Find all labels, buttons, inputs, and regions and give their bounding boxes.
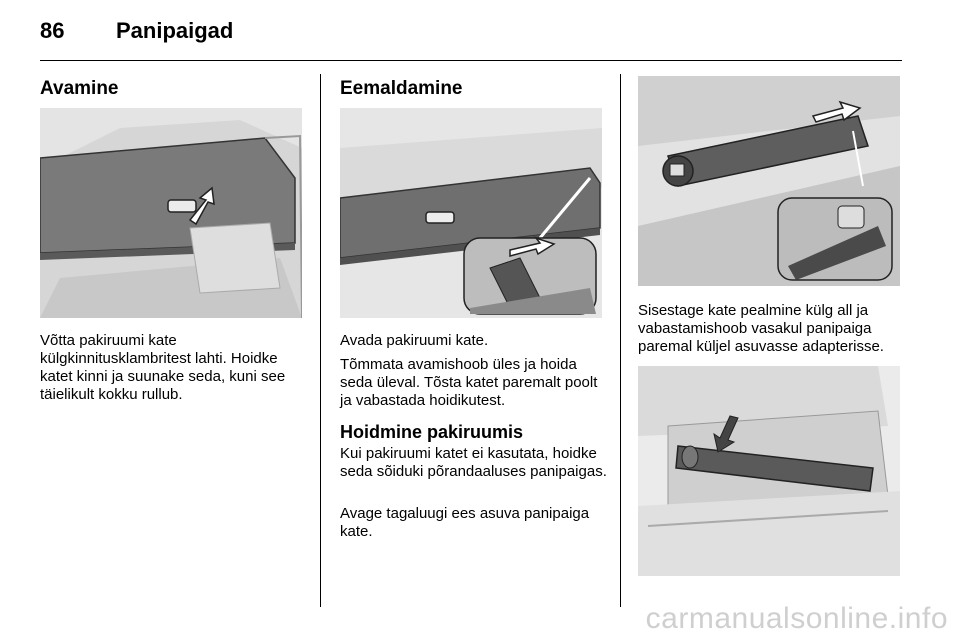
paragraph-opening: Võtta pakiruumi kate külgkinnitusklambritest lahti. Hoidke katet kinni ja suunake seda, kuni see täielikult kokku rullub. [40, 332, 286, 403]
section-heading-eemaldamine: Eemaldamine [340, 78, 463, 99]
header-rule [40, 60, 902, 61]
paragraph-open-cover: Avada pakiruumi kate. [340, 332, 489, 349]
column-divider-1 [320, 74, 321, 607]
paragraph-open-compartment: Avage tagaluugi ees asuva panipaiga kate. [340, 505, 590, 540]
illustration-opening-cover [40, 108, 302, 318]
page-number: 86 [40, 18, 65, 43]
illustration-inserting-cover [638, 76, 900, 286]
section-heading-avamine: Avamine [40, 78, 119, 99]
illustration-underfloor-storage [638, 366, 900, 576]
page-title: Panipaigad [116, 18, 234, 43]
column-divider-2 [620, 74, 621, 607]
paragraph-pull-lever: Tõmmata avamishoob üles ja hoida seda üleval. Tõsta katet paremalt poolt ja vabastada hoidikutest. [340, 356, 598, 409]
illustration-removing-cover [340, 108, 602, 318]
paragraph-insert-adapter: Sisestage kate pealmine külg all ja vabastamishoob vasakul panipaiga paremal küljel asuvasse adapterisse. [638, 302, 884, 355]
watermark: carmanualsonline.info [645, 602, 948, 635]
paragraph-storage: Kui pakiruumi katet ei kasutata, hoidke seda sõiduki põrandaaluses panipaigas. [340, 445, 607, 480]
subheading-storage: Hoidmine pakiruumis [340, 422, 524, 442]
